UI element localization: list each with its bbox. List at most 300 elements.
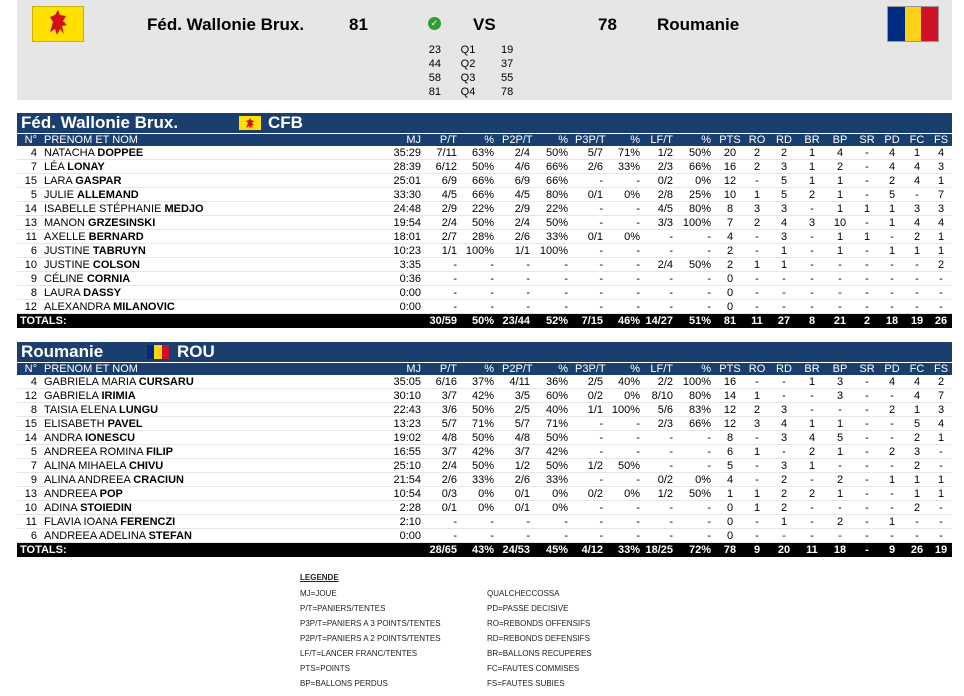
player-name (44, 459, 163, 473)
stat-p3: - (599, 301, 603, 313)
stat-fs: - (939, 530, 943, 542)
stat-p3p: - (636, 259, 640, 271)
stat-mj: 0:36 (399, 273, 421, 285)
stat-p3p: - (636, 432, 640, 444)
stat-p1: 63% (471, 147, 494, 159)
legend-title: LEGENDE (300, 573, 339, 582)
stat-pts: 12 (723, 404, 737, 416)
player-first-name: GABRIELA MARIA (44, 376, 136, 388)
wallonia-flag-icon (239, 116, 261, 130)
home-score: 81 (349, 15, 368, 34)
table-row (17, 501, 952, 515)
stat-lfp: 80% (688, 390, 711, 402)
stat-br: - (810, 502, 814, 514)
stat-pts: 16 (723, 161, 737, 173)
romania-flag-icon (147, 345, 169, 359)
stat-p2p: 50% (545, 460, 568, 472)
table-row (17, 174, 952, 188)
stat-p3p: - (636, 418, 640, 430)
total-lf: 14/27 (645, 315, 673, 327)
legend-entry: PTS=POINTS (300, 664, 351, 673)
stat-bp: 1 (836, 245, 844, 257)
stat-p2p: 100% (539, 245, 568, 257)
stat-lfp: - (707, 273, 711, 285)
stat-pd: - (890, 390, 894, 402)
stat-pt: 2/6 (441, 474, 457, 486)
player-first-name: JUSTINE (44, 245, 90, 257)
stat-lfp: 50% (688, 259, 711, 271)
stat-rd: - (782, 376, 786, 388)
home-column-header (17, 133, 952, 146)
legend-entry: LF/T=LANCER FRANC/TENTES (300, 649, 418, 658)
stat-pts: 8 (726, 203, 734, 215)
stat-p3p: 40% (617, 376, 640, 388)
player-name (44, 515, 175, 529)
stat-rd: 3 (780, 203, 788, 215)
stat-br: - (810, 390, 814, 402)
stat-p1: 28% (471, 231, 494, 243)
stat-lf: - (669, 460, 673, 472)
stat-br: 1 (808, 147, 816, 159)
quarter-row (417, 43, 557, 57)
stat-rd: 2 (780, 488, 788, 500)
stat-fs: 1 (937, 231, 945, 243)
player-name (44, 202, 204, 216)
stat-p3: 5/7 (587, 147, 603, 159)
stat-p2: 2/5 (514, 404, 530, 416)
away-team-title-bar (17, 342, 952, 362)
column-header-rd: RD (776, 363, 792, 375)
player-name (44, 403, 158, 417)
stat-bp: 1 (836, 488, 844, 500)
stat-fc: - (915, 530, 919, 542)
stat-pd: 2 (888, 404, 896, 416)
player-name (44, 375, 194, 389)
stat-fs: 4 (937, 217, 945, 229)
total-pts: 81 (723, 315, 737, 327)
stat-p1: - (490, 516, 494, 528)
stat-bp: - (838, 530, 842, 542)
stat-lfp: 0% (695, 175, 711, 187)
stat-p2: 0/1 (514, 502, 530, 514)
player-number: 12 (24, 301, 37, 313)
legend-entry: MJ=JOUE (300, 589, 337, 598)
stat-pt: - (453, 530, 457, 542)
player-name (44, 417, 143, 431)
player-last-name: CHIVU (129, 460, 164, 472)
column-header-fs: FS (933, 363, 949, 375)
player-number: 14 (24, 432, 37, 444)
stat-ro: 1 (753, 446, 761, 458)
player-number: 10 (24, 502, 37, 514)
stat-p3p: - (636, 516, 640, 528)
home-team-boxscore (17, 113, 952, 328)
table-row (17, 160, 952, 174)
stat-bp: - (838, 287, 842, 299)
stat-p3p: - (636, 273, 640, 285)
stat-p2p: - (564, 530, 568, 542)
stat-p3p: 0% (624, 488, 640, 500)
player-first-name: ELISABETH (44, 418, 105, 430)
stat-lf: - (669, 245, 673, 257)
stat-bp: - (838, 502, 842, 514)
stat-sr: - (865, 175, 869, 187)
stat-p2: 3/7 (514, 446, 530, 458)
player-first-name: NATACHA (44, 147, 95, 159)
stat-p3: 1/2 (587, 460, 603, 472)
stat-p3: - (599, 217, 603, 229)
player-last-name: COLSON (92, 259, 140, 271)
column-header-pd: PD (884, 134, 900, 146)
quarter-away-score: 55 (501, 72, 514, 84)
stat-mj: 16:55 (393, 446, 421, 458)
stat-mj: 25:10 (393, 460, 421, 472)
stat-pd: 1 (888, 516, 896, 528)
stat-lfp: 100% (682, 217, 711, 229)
stat-sr: - (865, 432, 869, 444)
column-header-lfp: % (701, 363, 711, 375)
table-row (17, 529, 952, 543)
column-header-br: BR (804, 363, 820, 375)
player-number: 14 (24, 203, 37, 215)
quarter-row (417, 57, 557, 71)
stat-fc: 4 (913, 376, 921, 388)
stat-sr: - (865, 488, 869, 500)
stat-p1: 71% (471, 418, 494, 430)
stat-br: 3 (808, 217, 816, 229)
table-row (17, 473, 952, 487)
stat-ro: 1 (753, 259, 761, 271)
stat-p1: - (490, 301, 494, 313)
column-header-fs: FS (933, 134, 949, 146)
stat-pts: 12 (723, 418, 737, 430)
stat-fc: 3 (913, 446, 921, 458)
stat-fc: 4 (913, 217, 921, 229)
stat-p2: - (526, 273, 530, 285)
stat-fc: 3 (913, 203, 921, 215)
total-fs: 26 (934, 315, 948, 327)
player-last-name: DOPPEE (97, 147, 144, 159)
player-last-name: POP (99, 488, 123, 500)
stat-pts: 14 (723, 390, 737, 402)
stat-ro: - (755, 175, 759, 187)
stat-fs: - (939, 516, 943, 528)
quarter-label: Q1 (460, 44, 476, 56)
stat-rd: - (782, 446, 786, 458)
player-last-name: PAVEL (107, 418, 143, 430)
stat-rd: 1 (780, 259, 788, 271)
player-last-name: ALLEMAND (77, 189, 139, 201)
stat-pd: - (890, 231, 894, 243)
stat-pd: - (890, 273, 894, 285)
stat-pd: - (890, 460, 894, 472)
total-p2p: 45% (545, 544, 568, 556)
stat-fs: 1 (937, 474, 945, 486)
stat-p2p: 66% (545, 175, 568, 187)
stat-sr: - (865, 390, 869, 402)
stat-lf: 2/2 (657, 376, 673, 388)
stat-p3: - (599, 446, 603, 458)
stat-pt: 4/5 (441, 189, 457, 201)
legend-entry: QUALCHECCOSSA (487, 589, 560, 598)
total-p2p: 52% (545, 315, 568, 327)
player-last-name: CURSARU (138, 376, 194, 388)
stat-pd: - (890, 287, 894, 299)
stat-p3: - (599, 175, 603, 187)
stat-rd: - (782, 390, 786, 402)
legend-entry: PD=PASSE DECISIVE (487, 604, 569, 613)
stat-lfp: 25% (688, 189, 711, 201)
stat-pts: 0 (726, 516, 734, 528)
stat-pt: 6/12 (435, 161, 457, 173)
stat-sr: - (865, 161, 869, 173)
stat-sr: - (865, 189, 869, 201)
totals-label: TOTALS: (20, 315, 67, 327)
stat-sr: - (865, 245, 869, 257)
stat-bp: - (838, 404, 842, 416)
stat-rd: 2 (780, 147, 788, 159)
stat-p2: - (526, 287, 530, 299)
stat-pts: 20 (723, 147, 737, 159)
column-header-lf: LF/T (650, 134, 673, 146)
stat-sr: - (865, 217, 869, 229)
total-pts: 78 (723, 544, 737, 556)
column-header-p3: P3P/T (575, 363, 606, 375)
stat-pts: 5 (726, 460, 734, 472)
player-last-name: IONESCU (84, 432, 136, 444)
player-number: 10 (24, 259, 37, 271)
column-header-p2p: % (558, 363, 568, 375)
stat-p1: 42% (471, 446, 494, 458)
stat-rd: 2 (780, 502, 788, 514)
player-name (44, 146, 143, 160)
stat-mj: 0:00 (399, 301, 421, 313)
total-ro: 9 (753, 544, 761, 556)
stat-p2p: 50% (545, 217, 568, 229)
stat-p3p: - (636, 203, 640, 215)
total-rd: 20 (777, 544, 791, 556)
column-header-p2: P2P/T (502, 134, 533, 146)
stat-ro: 3 (753, 203, 761, 215)
stat-mj: 0:00 (399, 530, 421, 542)
table-row (17, 286, 952, 300)
legend-entry: FS=FAUTES SUBIES (487, 679, 565, 688)
stat-ro: - (755, 474, 759, 486)
legend (300, 573, 630, 689)
stat-fc: - (915, 189, 919, 201)
stat-p1: - (490, 530, 494, 542)
player-name (44, 445, 173, 459)
stat-pts: 0 (726, 530, 734, 542)
stat-ro: - (755, 460, 759, 472)
stat-p3p: - (636, 530, 640, 542)
stat-p1: 66% (471, 189, 494, 201)
stat-lf: 2/3 (657, 418, 673, 430)
stat-p1: 50% (471, 161, 494, 173)
player-first-name: ISABELLE STÉPHANIE (44, 203, 162, 215)
player-name (44, 501, 132, 515)
stat-pts: 4 (726, 231, 734, 243)
table-row (17, 375, 952, 389)
table-row (17, 230, 952, 244)
player-number: 7 (30, 161, 37, 173)
stat-bp: 2 (836, 161, 844, 173)
stat-p2: 2/4 (514, 217, 530, 229)
stat-lfp: 66% (688, 161, 711, 173)
stat-sr: - (865, 273, 869, 285)
stat-p3: 1/1 (587, 404, 603, 416)
stat-pts: 0 (726, 502, 734, 514)
stat-pt: - (453, 287, 457, 299)
stat-rd: 4 (780, 217, 788, 229)
total-bp: 21 (833, 315, 847, 327)
total-fc: 26 (910, 544, 924, 556)
stat-fs: - (939, 502, 943, 514)
stat-p3p: - (636, 474, 640, 486)
stat-lfp: - (707, 301, 711, 313)
stat-fs: - (939, 287, 943, 299)
stat-ro: 1 (753, 488, 761, 500)
stat-lf: 2/3 (657, 161, 673, 173)
player-number: 8 (30, 287, 37, 299)
stat-p2: 3/5 (514, 390, 530, 402)
player-name (44, 300, 175, 314)
player-last-name: GASPAR (75, 175, 122, 187)
quarter-row (417, 71, 557, 85)
total-p3p: 46% (617, 315, 640, 327)
stat-mj: 28:39 (393, 161, 421, 173)
stat-pd: 1 (888, 203, 896, 215)
column-header-p3p: % (630, 134, 640, 146)
player-last-name: GRZESINSKI (88, 217, 156, 229)
stat-bp: 1 (836, 418, 844, 430)
stat-ro: 1 (753, 502, 761, 514)
stat-p3p: - (636, 287, 640, 299)
stat-bp: 10 (833, 217, 847, 229)
player-first-name: CÉLINE (44, 273, 84, 285)
stat-rd: 3 (780, 460, 788, 472)
stat-lfp: - (707, 502, 711, 514)
stat-pt: - (453, 259, 457, 271)
stat-fc: 4 (913, 175, 921, 187)
player-first-name: GABRIELA (44, 390, 99, 402)
vs-label: VS (473, 15, 496, 34)
legend-entry: FC=FAUTES COMMISES (487, 664, 580, 673)
player-number: 4 (30, 376, 37, 388)
total-p3: 7/15 (581, 315, 603, 327)
game-header (17, 0, 952, 100)
stat-p3p: - (636, 217, 640, 229)
stat-mj: 0:00 (399, 287, 421, 299)
player-name (44, 272, 130, 286)
player-first-name: LAURA (44, 287, 81, 299)
stat-p3: 0/2 (587, 390, 603, 402)
player-last-name: FERENCZI (120, 516, 176, 528)
table-row (17, 445, 952, 459)
stat-p2p: 71% (545, 418, 568, 430)
stat-ro: 2 (753, 161, 761, 173)
player-first-name: AXELLE (44, 231, 86, 243)
stat-lfp: - (707, 231, 711, 243)
home-team-title-bar (17, 113, 952, 133)
player-last-name: MEDJO (164, 203, 204, 215)
stat-fc: 2 (913, 231, 921, 243)
stat-rd: 3 (780, 161, 788, 173)
stat-p3p: 0% (624, 189, 640, 201)
stat-sr: - (865, 287, 869, 299)
total-rd: 27 (777, 315, 791, 327)
legend-entry: BR=BALLONS RECUPERES (487, 649, 592, 658)
stat-lfp: 66% (688, 418, 711, 430)
player-number: 9 (30, 474, 37, 486)
stat-mj: 13:23 (393, 418, 421, 430)
stat-fc: 4 (913, 161, 921, 173)
stat-pd: - (890, 502, 894, 514)
stat-pt: 2/4 (441, 217, 457, 229)
stat-lf: - (669, 432, 673, 444)
column-header-p2: P2P/T (502, 363, 533, 375)
stat-lfp: 50% (688, 488, 711, 500)
total-bp: 18 (833, 544, 847, 556)
stat-mj: 2:10 (399, 516, 421, 528)
player-number: 12 (24, 390, 37, 402)
stat-bp: 4 (836, 147, 844, 159)
player-last-name: FILIP (146, 446, 173, 458)
stat-ro: - (755, 516, 759, 528)
stat-ro: - (755, 376, 759, 388)
stat-pt: - (453, 301, 457, 313)
legend-entry: RO=REBONDS OFFENSIFS (487, 619, 591, 628)
stat-bp: 2 (836, 516, 844, 528)
stat-p2: - (526, 259, 530, 271)
stat-p1: - (490, 287, 494, 299)
stat-fc: - (915, 273, 919, 285)
total-sr: 2 (863, 315, 871, 327)
player-first-name: ALINA ANDREEA (44, 474, 131, 486)
stat-fs: 4 (937, 418, 945, 430)
stat-p3p: 0% (624, 390, 640, 402)
table-row (17, 487, 952, 501)
stat-pt: 3/7 (441, 446, 457, 458)
stat-sr: - (865, 301, 869, 313)
table-row (17, 146, 952, 160)
stat-pd: - (890, 259, 894, 271)
column-header-mj: MJ (406, 363, 421, 375)
stat-pd: - (890, 432, 894, 444)
stat-p2p: 36% (545, 376, 568, 388)
stat-p2p: 33% (545, 474, 568, 486)
stat-fs: 3 (937, 404, 945, 416)
home-team-code: CFB (268, 113, 303, 132)
stat-br: 1 (808, 376, 816, 388)
stat-mj: 19:54 (393, 217, 421, 229)
stat-pt: 2/9 (441, 203, 457, 215)
table-row (17, 431, 952, 445)
player-first-name: TAISIA ELENA (44, 404, 116, 416)
column-header-pd: PD (884, 363, 900, 375)
stat-ro: 2 (753, 147, 761, 159)
column-header-lfp: % (701, 134, 711, 146)
stat-p1: 42% (471, 390, 494, 402)
player-last-name: CRACIUN (133, 474, 185, 486)
quarter-away-score: 78 (501, 86, 514, 98)
table-row (17, 459, 952, 473)
stat-rd: 5 (780, 175, 788, 187)
stat-bp: 2 (836, 474, 844, 486)
column-header-br: BR (804, 134, 820, 146)
total-lfp: 51% (688, 315, 711, 327)
stat-rd: - (782, 301, 786, 313)
